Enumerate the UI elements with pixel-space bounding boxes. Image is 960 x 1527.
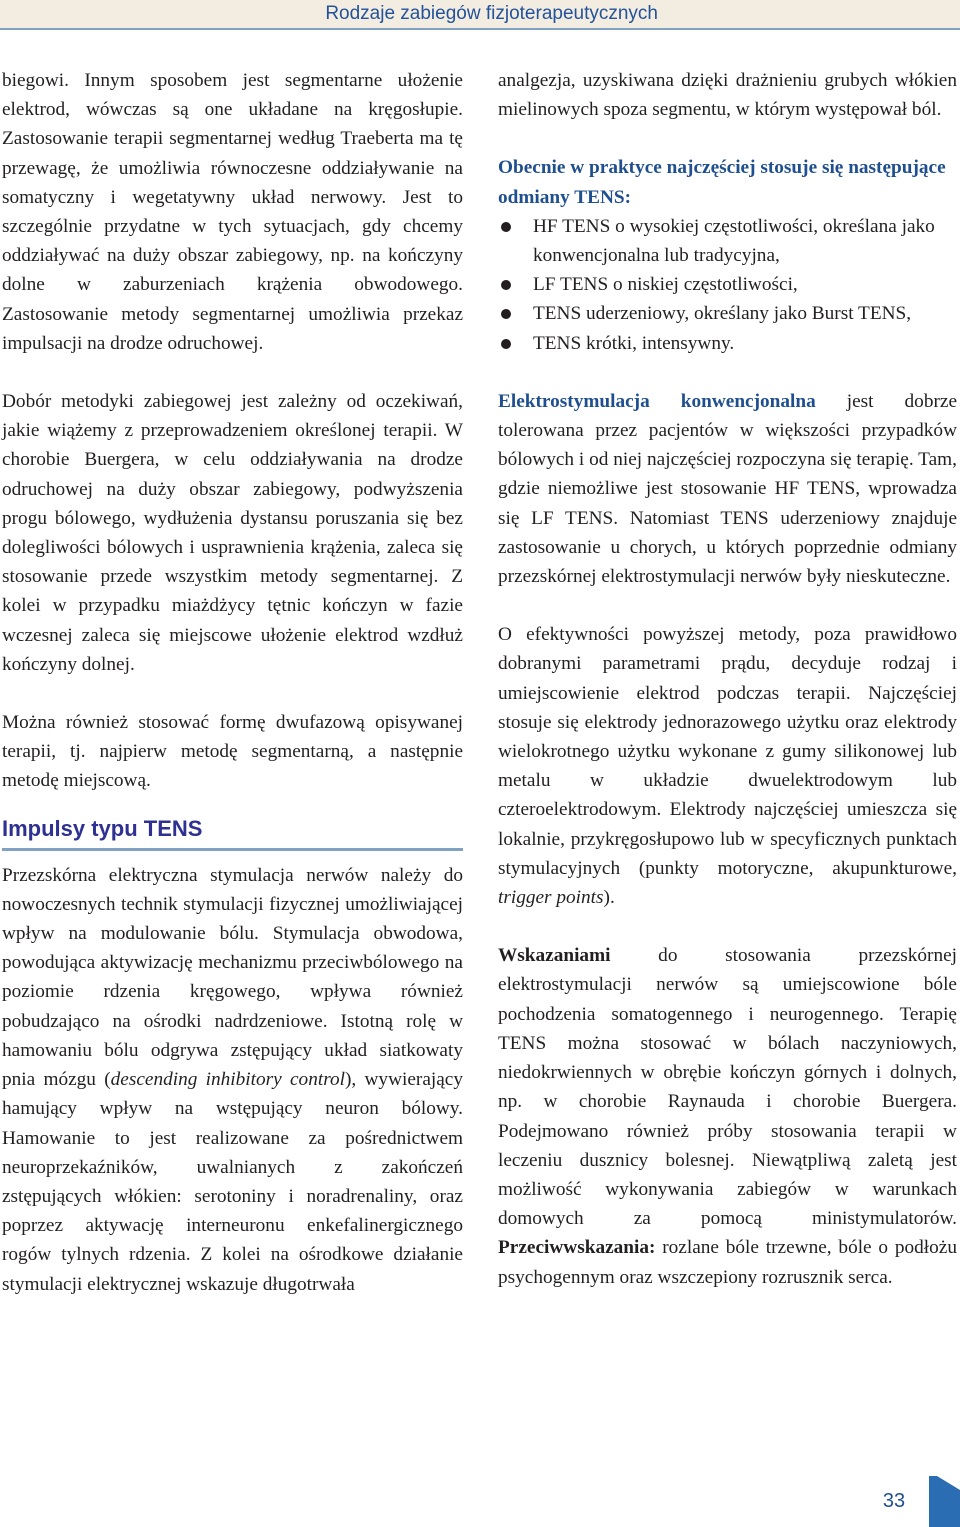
text-italic-run: descending inhibitory control [110,1069,345,1091]
running-header [0,0,960,30]
list-item-text: HF TENS o wysokiej częstotliwości, określana jako konwencjonalna lub tradycyjna, [533,215,935,267]
page-number: 33 [882,1490,906,1512]
paragraph-electrodes [498,620,957,912]
bold-term: Elektrostymulacja konwencjonalna [498,390,816,412]
list-item-text: TENS uderzeniowy, określany jako Burst TENS, [533,303,912,325]
list-item-text: TENS krótki, intensywny. [533,332,735,354]
page-corner-decoration [929,1476,960,1527]
paragraph-tens-intro [2,861,463,1299]
list-item [498,212,957,270]
paragraph-analgesia: analgezja, uzyskiwana dzięki drażnieniu grubych włókien mielinowych spoza segmentu, w którym występował ból. [498,70,957,121]
paragraph-biphasic-form: Można również stosować formę dwufazową opisywanej terapii, tj. najpierw metodę segmentarną, a następnie metodę miejscową. [2,712,463,792]
bold-term: Wskazaniami [498,945,611,967]
bullet-icon [501,280,511,290]
text-run: jest dobrze tolerowana przez pacjentów w większości przypadków bólowych i od niej najczęściej rozpoczyna się terapię. Tam, gdzie niemożliwe jest stosowanie HF TENS, wprowadza się LF TENS. Natomiast TENS uderzeniowy znajduje zastosowanie u chorych, u których poprzednie odmiany przezskórnej elektrostymulacji nerwów były nieskuteczne. [498,390,957,588]
section-heading-tens: Impulsy typu TENS [2,814,463,851]
paragraph-methodology-choice: Dobór metodyki zabiegowej jest zależny od oczekiwań, jakie wiążemy z przeprowadzeniem określonej terapii. W chorobie Buergera, w celu oddziaływania na drodze odruchowej na duży obszar zabiegowy, podwyższenia progu bólowego, wydłużenia dystansu poruszania się bez dolegliwości bólowych i usprawnienia krążenia, zaleca się stosowanie przede wszystkim metody segmentarnej. Z kolei w przypadku miażdżycy tętnic kończyn w fazie wczesnej zaleca się miejscowe ułożenie elektrod wzdłuż kończyny dolnej. [2,391,463,675]
right-column [498,66,957,1292]
section-heading-wrap [2,796,463,861]
text-run: do stosowania przezskórnej elektrostymulacji nerwów są umiejscowione bóle pochodzenia somatogennego i neurogennego. Terapię TENS można stosować w bólach naczyniowych, niedokrwiennych w obrębie kończyn górnych i dolnych, np. w chorobie Raynauda i chorobie Buergera. Podejmowano również próby stosowania terapii w leczeniu dusznicy bolesnej. Niewątpliwą zaletą jest możliwość wykonywania zabiegów w warunkach domowych za pomocą ministymulatorów. [498,945,957,1230]
bullet-icon [501,222,511,232]
list-item [498,329,957,358]
list-item [498,299,957,328]
text-run: ), wywierający hamujący wpływ na wstępujący neuron bólowy. Hamowanie to jest realizowane za pośrednictwem neuroprzekaźników, uwalnianych z zakończeń zstępujących włókien: serotoniny i noradrenaliny, oraz poprzez aktywację interneuronu enkefalinergicznego rogów tylnych rdzenia. Z kolei na ośrodkowe działanie stymulacji elektrycznej wskazuje długotrwała [2,1069,463,1295]
left-column [2,66,463,1299]
list-item [498,270,957,299]
paragraph-indications [498,941,957,1291]
text-run: ). [603,887,615,909]
text-run: rozlane bóle trzewne, bóle o podłożu psychogennym oraz wszczepiony rozrusznik serca. [498,1237,957,1288]
text-italic-run: trigger points [498,887,604,909]
running-header-title: Rodzaje zabiegów fizjoterapeutycznych [325,3,658,24]
bullet-icon [501,339,511,349]
text-run: O efektywności powyższej metody, poza prawidłowo dobranymi parametrami prądu, decyduje rodzaj i umiejscowienie elektrod podczas terapii. Najczęściej stosuje się elektrody jednorazowego użytku oraz elektrody wielokrotnego użytku wykonane z gumy silikonowej lub metalu w układzie dwuelektrodowym lub czteroelektrodowym. Elektrody najczęściej umieszcza się lokalnie, przykręgosłupowo lub w specyficznych punktach stymulacyjnych (punkty motoryczne, akupunkturowe, [498,624,957,879]
bullet-icon [501,309,511,319]
tens-variants-list [498,212,957,358]
paragraph-conventional-stimulation [498,387,957,591]
text-run: Przezskórna elektryczna stymulacja nerwów należy do nowoczesnych technik stymulacji fizycznej umożliwiającej wpływ na modulowanie bólu. Stymulacja obwodowa, powodująca aktywizację mechanizmu przeciwbólowego na poziomie rdzenia kręgowego, wpływa również pobudzająco na ośrodki nadrdzeniowe. Istotną rolę w hamowaniu bólu odgrywa zstępujący układ siatkowaty pnia mózgu ( [2,864,463,1091]
list-intro: Obecnie w praktyce najczęściej stosuje się następujące odmiany TENS: [498,157,946,208]
bold-term: Przeciwwskazania: [498,1237,656,1259]
list-item-text: LF TENS o niskiej częstotliwości, [533,274,798,296]
paragraph-segmental-method: biegowi. Innym sposobem jest segmentarne ułożenie elektrod, wówczas są one układane na kręgosłupie. Zastosowanie terapii segmentarnej według Traeberta ma tę przewagę, że umożliwia równoczesne oddziaływanie na somatyczny i wegetatywny układ nerwowy. Jest to szczególnie przydatne w tych sytuacjach, gdy chcemy oddziaływać na duży obszar zabiegowy, np. na kończyny dolne w zaburzeniach krążenia obwodowego. Zastosowanie metody segmentarnej umożliwia przekaz impulsacji na drodze odruchowej. [2,70,463,354]
